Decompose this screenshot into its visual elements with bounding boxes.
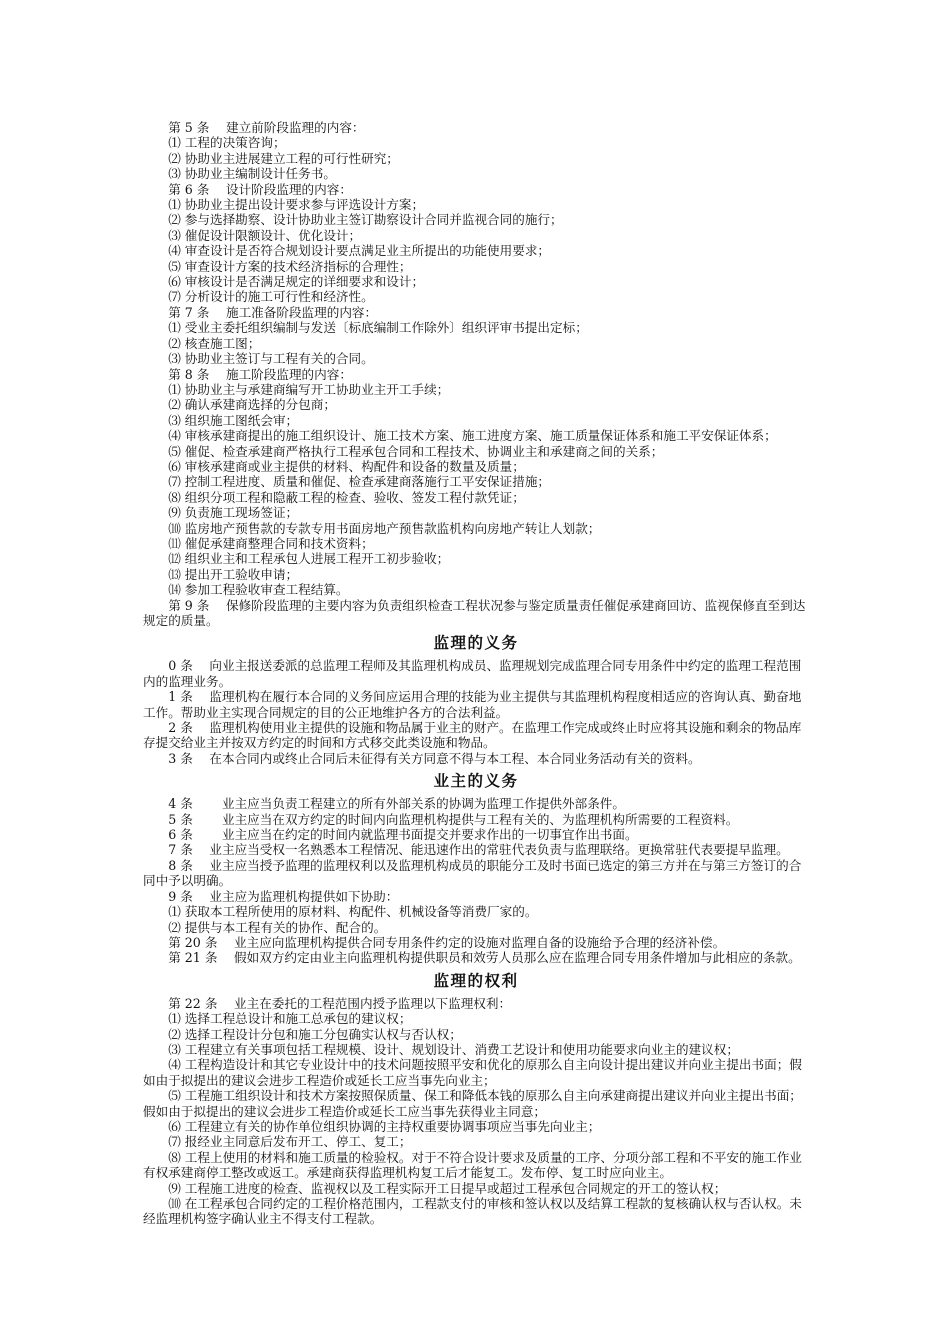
- paragraph: ⑴ 协助业主与承建商编写开工协助业主开工手续；: [143, 381, 450, 397]
- paragraph: 8 条 业主应当授予监理的监理权利以及监理机构成员的职能分工及时书面已选定的第三方并在与第三方签订的合同中予以明确。: [143, 857, 802, 889]
- paragraph: 0 条 向业主报送委派的总监理工程师及其监理机构成员、监理规划完成监理合同专用条件中约定的监理工程范围内的监理业务。: [143, 658, 802, 689]
- paragraph: ⑹ 审核承建商或业主提供的材料、构配件和设备的数量及质量；: [143, 458, 525, 474]
- paragraph: 5 条 业主应当在双方约定的时间内向监理机构提供与工程有关的、为监理机构所需要的工程资料。: [143, 811, 739, 827]
- paragraph: ⑵ 参与选择勘察、设计协助业主签订勘察设计合同并监视合同的施行；: [143, 212, 563, 228]
- paragraph: 第 7 条 施工准备阶段监理的内容：: [143, 304, 378, 320]
- paragraph: ⑸ 工程施工组织设计和技术方案按照保质量、保工和降低本钱的原那么自主向承建商提出建议并向业主提出书面；假如由于拟提出的建议会进步工程造价或延长工应当事先获得业主同意；: [143, 1088, 802, 1119]
- paragraph: ⑸ 催促、检查承建商严格执行工程承包合同和工程技术、协调业主和承建商之间的关系；: [143, 443, 664, 459]
- paragraph: 第 5 条 建立前阶段监理的内容：: [143, 120, 365, 135]
- section-supervisor-obligations: [143, 658, 809, 766]
- paragraph: 4 条 业主应当负责工程建立的所有外部关系的协调为监理工作提供外部条件。: [143, 796, 625, 812]
- paragraph: ⑴ 协助业主提出设计要求参与评选设计方案；: [143, 197, 425, 213]
- paragraph: 2 条 监理机构使用业主提供的设施和物品属于业主的财产。在监理工作完成或终止时应将其设施和剩余的物品库存提交给业主并按双方约定的时间和方式移交此类设施和物品。: [143, 720, 802, 751]
- paragraph: ⑽ 在工程承包合同约定的工程价格范围内，工程款支付的审核和签认权以及结算工程款的复核确认权与否认权。未经监理机构签字确认业主不得支付工程款。: [143, 1196, 802, 1227]
- heading-owner-obligations: 业主的义务: [433, 771, 519, 791]
- section-preliminary-supervision: [143, 120, 809, 628]
- paragraph: 第 22 条 业主在委托的工程范围内授予监理以下监理权利：: [143, 995, 512, 1011]
- paragraph: ⑴ 受业主委托组织编制与发送〔标底编制工作除外〕组织评审书提出定标；: [143, 320, 588, 336]
- paragraph: ⑻ 工程上使用的材料和施工质量的检验权。对于不符合设计要求及质量的工序、分项分部工程和不平安的施工作业有权承建商停工整改或返工。承建商获得监理机构复工后才能复工。发布停、复工时应向业主。: [143, 1149, 802, 1181]
- paragraph: ⑹ 工程建立有关的协作单位组织协调的主持权重要协调事项应当事先向业主；: [143, 1118, 601, 1134]
- section-owner-obligations: [143, 796, 809, 965]
- paragraph: 第 9 条 保修阶段监理的主要内容为负责组织检查工程状况参与鉴定质量责任催促承建商回访、监视保修直至到达规定的质量。: [143, 597, 806, 628]
- paragraph: ⑴ 选择工程总设计和施工总承包的建议权；: [143, 1011, 412, 1027]
- paragraph: ⑽ 监房地产预售款的专款专用书面房地产预售款监机构向房地产转让人划款；: [143, 520, 601, 536]
- document-body: [143, 120, 809, 1227]
- paragraph: ⑿ 组织业主和工程承包人进展工程开工初步验收；: [143, 551, 450, 567]
- paragraph: 第 6 条 设计阶段监理的内容：: [143, 181, 352, 197]
- paragraph: ⑵ 协助业主进展建立工程的可行性研究；: [143, 150, 399, 166]
- paragraph: ⑵ 提供与本工程有关的协作、配合的。: [143, 919, 387, 935]
- paragraph: ⑺ 控制工程进度、质量和催促、检查承建商落施行工平安保证措施；: [143, 474, 551, 490]
- heading-supervisor-rights: 监理的权利: [433, 970, 519, 990]
- paragraph: ⑺ 报经业主同意后发布开工、停工、复工；: [143, 1134, 412, 1150]
- paragraph: 1 条 监理机构在履行本合同的义务间应运用合理的技能为业主提供与其监理机构程度相适应的咨询认真、勤奋地工作。帮助业主实现合同规定的目的公正地维护各方的合法利益。: [143, 689, 802, 720]
- paragraph: ⑶ 工程建立有关事项包括工程规模、设计、规划设计、消费工艺设计和使用功能要求向业主的建议权；: [143, 1041, 739, 1057]
- paragraph: ⑵ 确认承建商选择的分包商；: [143, 397, 336, 413]
- paragraph: ⑻ 组织分项工程和隐蔽工程的检查、验收、签发工程付款凭证；: [143, 489, 525, 505]
- paragraph: ⑴ 获取本工程所使用的原材料、构配件、机械设备等消费厂家的。: [143, 904, 538, 920]
- paragraph: ⑶ 催促设计限额设计、优化设计；: [143, 227, 362, 243]
- paragraph: ⑹ 审核设计是否满足规定的详细要求和设计；: [143, 274, 425, 290]
- paragraph: 第 8 条 施工阶段监理的内容：: [143, 366, 352, 382]
- paragraph: ⑾ 催促承建商整理合同和技术资料；: [143, 535, 374, 551]
- section-supervisor-rights: [143, 996, 809, 1227]
- paragraph: ⒁ 参加工程验收审查工程结算。: [143, 582, 349, 598]
- paragraph: ⑷ 审查设计是否符合规划设计要点满足业主所提出的功能使用要求；: [143, 243, 551, 259]
- paragraph: ⑶ 协助业主编制设计任务书。: [143, 166, 336, 182]
- paragraph: ⑸ 审查设计方案的技术经济指标的合理性；: [143, 258, 412, 274]
- heading-supervisor-obligations: 监理的义务: [433, 633, 519, 653]
- paragraph: ⑵ 核查施工图；: [143, 335, 261, 351]
- paragraph: ⑷ 审核承建商提出的施工组织设计、施工技术方案、施工进度方案、施工质量保证体系和施工平安保证体系；: [143, 428, 777, 444]
- paragraph: 3 条 在本合同内或终止合同后未征得有关方同意不得与本工程、本合同业务活动有关的资料。: [143, 750, 701, 766]
- paragraph: 第 21 条 假如双方约定由业主向监理机构提供职员和效劳人员那么应在监理合同专用条件增加与此相应的条款。: [143, 950, 801, 966]
- paragraph: 6 条 业主应当在约定的时间内就监理书面提交并要求作出的一切事宜作出书面。: [143, 827, 638, 843]
- paragraph: 7 条 业主应当受权一名熟悉本工程情况、能迅速作出的常驻代表负责与监理联络。更换常驻代表要提早监理。: [143, 842, 789, 858]
- paragraph: ⒀ 提出开工验收申请；: [143, 566, 299, 582]
- paragraph: ⑼ 负责施工现场签证；: [143, 505, 299, 521]
- paragraph: 9 条 业主应为监理机构提供如下协助：: [143, 888, 399, 904]
- paragraph: 第 20 条 业主应向监理机构提供合同专用条件约定的设施对监理自备的设施给予合理的经济补偿。: [143, 934, 726, 950]
- paragraph: ⑷ 工程构造设计和其它专业设计中的技术问题按照平安和优化的原那么自主向设计提出建议并向业主提出书面；假如由于拟提出的建议会进步工程造价或延长工应当事先向业主；: [143, 1057, 802, 1088]
- paragraph: ⑼ 工程施工进度的检查、监视权以及工程实际开工日提早或超过工程承包合同规定的开工的签认权；: [143, 1180, 727, 1196]
- paragraph: ⑴ 工程的决策咨询；: [143, 135, 286, 151]
- paragraph: ⑵ 选择工程设计分包和施工分包确实认权与否认权；: [143, 1026, 462, 1042]
- paragraph: ⑶ 组织施工图纸会审；: [143, 412, 299, 428]
- paragraph: ⑶ 协助业主签订与工程有关的合同。: [143, 351, 374, 367]
- paragraph: ⑺ 分析设计的施工可行性和经济性。: [143, 289, 374, 305]
